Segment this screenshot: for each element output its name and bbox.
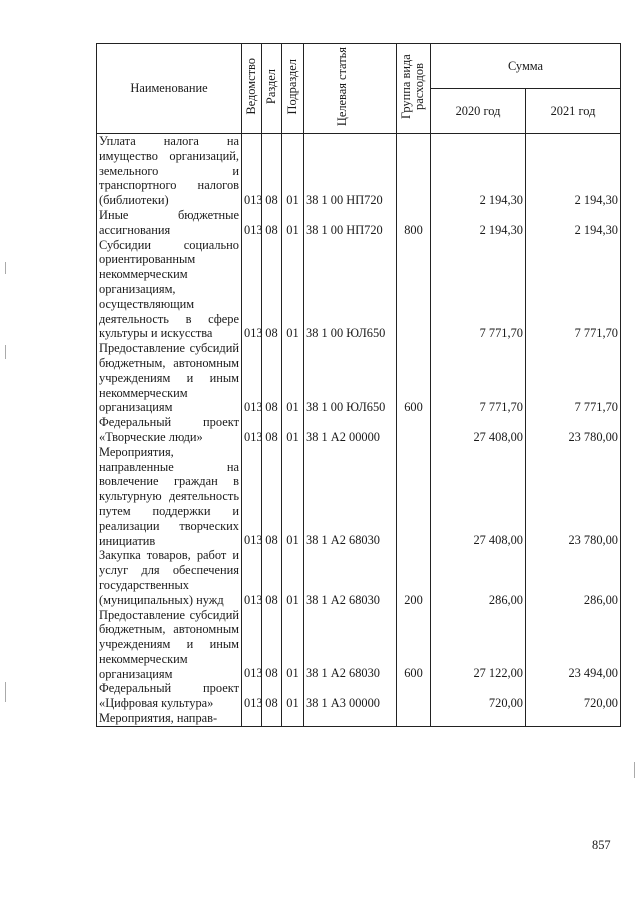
- row-sum-2021: 23 780,00: [526, 415, 621, 445]
- row-section: 08: [262, 134, 282, 208]
- row-sum-2021: 720,00: [526, 681, 621, 711]
- row-sum-2020: 720,00: [431, 681, 526, 711]
- row-name: Федеральный проект «Цифровая культура»: [97, 681, 242, 711]
- row-sum-2021: 23 780,00: [526, 445, 621, 549]
- scan-mark: [5, 345, 6, 359]
- header-target-item: Целевая статья: [304, 44, 397, 134]
- row-section: 08: [262, 445, 282, 549]
- table-row: [97, 415, 621, 445]
- row-section: 08: [262, 415, 282, 445]
- scan-mark: [5, 262, 6, 274]
- header-year-2021: 2021 год: [526, 89, 621, 134]
- row-sum-2021: [526, 711, 621, 726]
- row-target-item: 38 1 А2 68030: [304, 445, 397, 549]
- row-sum-2021: 286,00: [526, 548, 621, 607]
- row-department: 013: [242, 134, 262, 208]
- row-expense-group: [397, 681, 431, 711]
- row-target-item: 38 1 00 НП720: [304, 134, 397, 208]
- scan-mark: [634, 762, 635, 778]
- row-section: 08: [262, 681, 282, 711]
- row-department: 013: [242, 238, 262, 342]
- row-subsection: 01: [282, 608, 304, 682]
- row-subsection: 01: [282, 415, 304, 445]
- row-section: 08: [262, 548, 282, 607]
- row-department: 013: [242, 445, 262, 549]
- row-sum-2020: 27 408,00: [431, 445, 526, 549]
- row-expense-group: 600: [397, 341, 431, 415]
- table-row: [97, 238, 621, 342]
- row-sum-2020: [431, 711, 526, 726]
- row-subsection: [282, 711, 304, 726]
- table-row: [97, 341, 621, 415]
- row-expense-group: [397, 445, 431, 549]
- table-row: [97, 608, 621, 682]
- row-expense-group: 800: [397, 208, 431, 238]
- row-sum-2021: 2 194,30: [526, 208, 621, 238]
- page-number: 857: [592, 838, 611, 852]
- row-target-item: 38 1 А2 00000: [304, 415, 397, 445]
- row-expense-group: [397, 238, 431, 342]
- table-row: [97, 208, 621, 238]
- row-department: 013: [242, 415, 262, 445]
- row-sum-2020: 2 194,30: [431, 208, 526, 238]
- row-sum-2021: 7 771,70: [526, 341, 621, 415]
- row-subsection: 01: [282, 681, 304, 711]
- row-name: Мероприятия, направленные на вовлечение граждан в культурную деятельность путем поддержки и реализации творческих инициатив: [97, 445, 242, 549]
- row-target-item: 38 1 00 НП720: [304, 208, 397, 238]
- row-section: 08: [262, 608, 282, 682]
- row-sum-2021: 2 194,30: [526, 134, 621, 208]
- row-name: Закупка товаров, работ и услуг для обеспечения государственных (муниципальных) нужд: [97, 548, 242, 607]
- row-name: Уплата налога на имущество организаций, земельного и транспортного налогов (библиотеки): [97, 134, 242, 208]
- header-sum: Сумма: [431, 44, 621, 89]
- row-subsection: 01: [282, 548, 304, 607]
- row-sum-2021: 23 494,00: [526, 608, 621, 682]
- scan-mark: [5, 682, 6, 702]
- header-department: Ведомство: [242, 44, 262, 134]
- row-expense-group: [397, 711, 431, 726]
- row-expense-group: 200: [397, 548, 431, 607]
- row-sum-2020: 7 771,70: [431, 341, 526, 415]
- row-expense-group: 600: [397, 608, 431, 682]
- row-subsection: 01: [282, 208, 304, 238]
- header-subsection: Подраздел: [282, 44, 304, 134]
- row-subsection: 01: [282, 238, 304, 342]
- row-expense-group: [397, 134, 431, 208]
- row-department: 013: [242, 548, 262, 607]
- row-name: Предоставление субсидий бюджетным, автономным учреждениям и иным некоммерческим организациям: [97, 341, 242, 415]
- table-body: [97, 134, 621, 727]
- row-section: 08: [262, 238, 282, 342]
- row-department: 013: [242, 608, 262, 682]
- table-row: [97, 681, 621, 711]
- row-target-item: 38 1 А2 68030: [304, 608, 397, 682]
- row-department: 013: [242, 681, 262, 711]
- row-sum-2021: 7 771,70: [526, 238, 621, 342]
- row-department: 013: [242, 208, 262, 238]
- header-name: Наименование: [97, 44, 242, 134]
- row-target-item: 38 1 А2 68030: [304, 548, 397, 607]
- table-row: [97, 548, 621, 607]
- row-department: 013: [242, 341, 262, 415]
- row-name: Предоставление субсидий бюджетным, автономным учреждениям и иным некоммерческим организациям: [97, 608, 242, 682]
- table-row: [97, 134, 621, 208]
- row-subsection: 01: [282, 134, 304, 208]
- budget-table: [96, 43, 621, 727]
- header-expense-group: Группа вида расходов: [397, 44, 431, 134]
- header-year-2020: 2020 год: [431, 89, 526, 134]
- row-name: Мероприятия, направ-: [97, 711, 242, 726]
- row-sum-2020: 2 194,30: [431, 134, 526, 208]
- row-sum-2020: 286,00: [431, 548, 526, 607]
- row-target-item: [304, 711, 397, 726]
- row-target-item: 38 1 А3 00000: [304, 681, 397, 711]
- row-sum-2020: 7 771,70: [431, 238, 526, 342]
- row-section: 08: [262, 341, 282, 415]
- table-row: [97, 711, 621, 726]
- row-subsection: 01: [282, 341, 304, 415]
- table-row: [97, 445, 621, 549]
- row-name: Федеральный проект «Творческие люди»: [97, 415, 242, 445]
- row-name: Субсидии социально ориентированным некоммерческим организациям, осуществляющим деятельность в сфере культуры и искусства: [97, 238, 242, 342]
- header-section: Раздел: [262, 44, 282, 134]
- row-target-item: 38 1 00 ЮЛ650: [304, 238, 397, 342]
- row-department: [242, 711, 262, 726]
- row-target-item: 38 1 00 ЮЛ650: [304, 341, 397, 415]
- row-section: 08: [262, 208, 282, 238]
- row-name: Иные бюджетные ассигнования: [97, 208, 242, 238]
- row-expense-group: [397, 415, 431, 445]
- row-section: [262, 711, 282, 726]
- row-sum-2020: 27 122,00: [431, 608, 526, 682]
- row-sum-2020: 27 408,00: [431, 415, 526, 445]
- row-subsection: 01: [282, 445, 304, 549]
